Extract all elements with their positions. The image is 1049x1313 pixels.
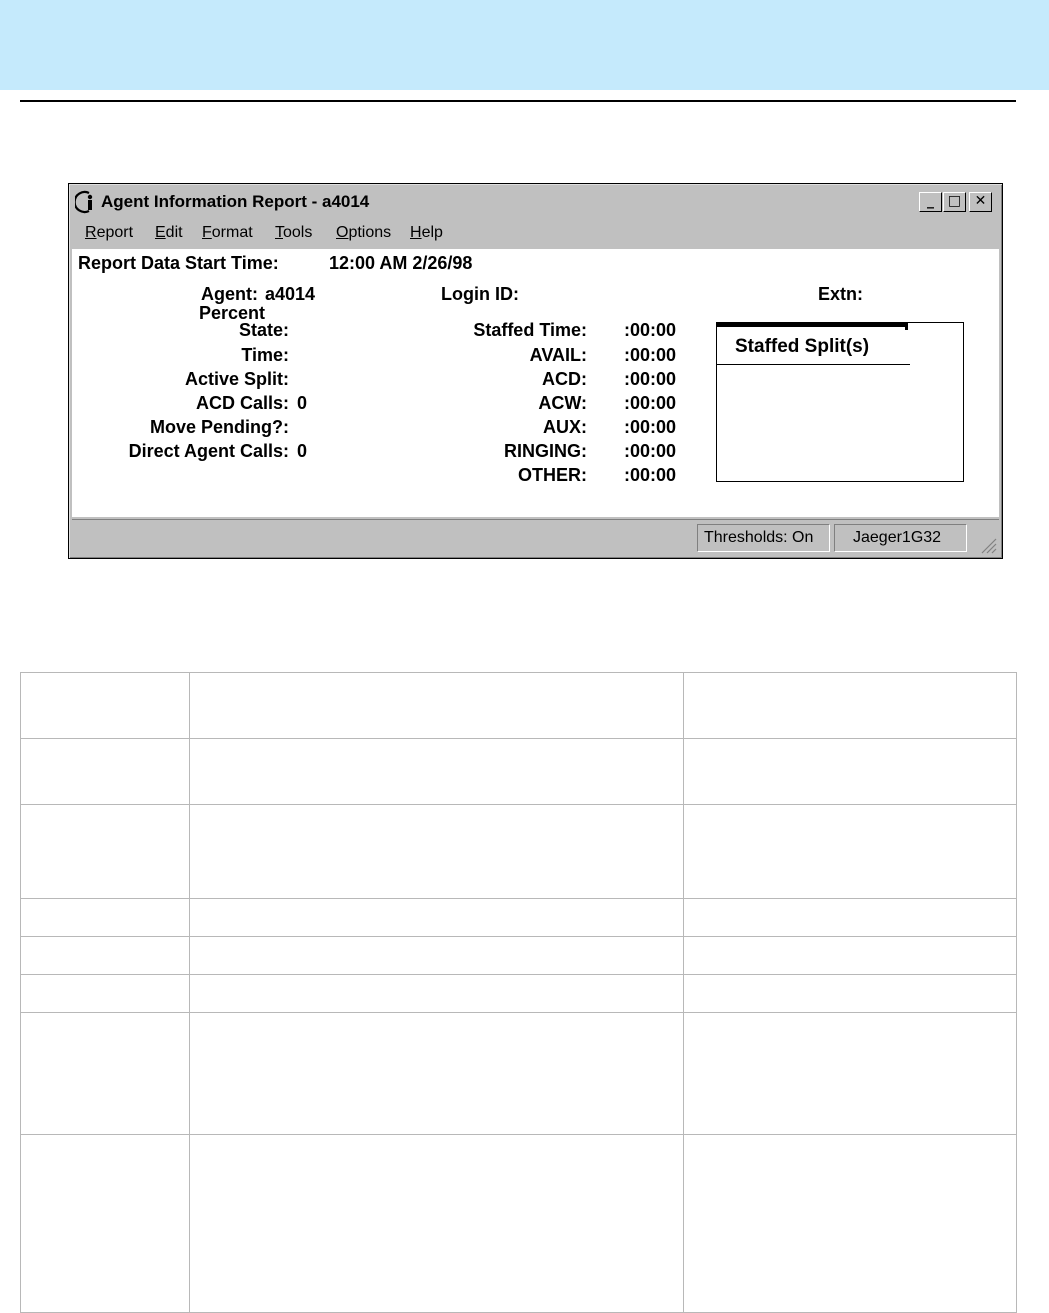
direct-calls-label: Direct Agent Calls:	[128, 441, 289, 461]
description-table	[20, 672, 1017, 1313]
menu-format-rest: ormat	[211, 224, 253, 241]
table-cell	[190, 1013, 684, 1135]
avail-value: :00:00	[624, 345, 677, 365]
menu-options[interactable]	[336, 224, 391, 242]
table-cell	[684, 937, 1017, 975]
status-bar	[72, 519, 999, 556]
list-header-bar	[716, 322, 908, 327]
menu-format-key: F	[202, 224, 212, 241]
table-cell	[684, 899, 1017, 937]
table-cell	[190, 975, 684, 1013]
aux-label: AUX:	[543, 417, 587, 437]
table-cell	[21, 937, 190, 975]
menu-help-rest: elp	[421, 224, 443, 241]
table-cell	[684, 1013, 1017, 1135]
active-split-label: Active Split:	[184, 369, 289, 389]
menu-bar	[72, 219, 999, 247]
login-id-label: Login ID:	[441, 284, 519, 304]
time-label: Time:	[241, 345, 289, 365]
table-cell	[190, 805, 684, 899]
move-pending-label: Move Pending?:	[150, 417, 289, 437]
menu-options-rest: ptions	[348, 224, 392, 241]
ringing-label: RINGING:	[504, 441, 587, 461]
agent-value: a4014	[265, 284, 316, 304]
close-button[interactable]: ✕	[969, 192, 992, 212]
header-band	[0, 0, 1049, 90]
acd-calls-label: ACD Calls:	[195, 393, 289, 413]
title-bar[interactable]	[72, 187, 999, 217]
acd-calls-value: 0	[297, 393, 308, 413]
thresholds-status: Thresholds: On	[697, 524, 830, 552]
table-cell	[190, 739, 684, 805]
acd-label: ACD:	[542, 369, 587, 389]
app-info-icon	[75, 190, 99, 214]
menu-report-rest: eport	[96, 224, 134, 241]
report-window	[68, 183, 1003, 559]
table-cell	[684, 805, 1017, 899]
menu-help[interactable]	[410, 224, 443, 242]
avail-label: AVAIL:	[529, 345, 587, 365]
resize-grip-icon[interactable]	[979, 536, 997, 554]
acw-label: ACW:	[538, 393, 587, 413]
menu-format[interactable]	[202, 224, 253, 242]
table-row	[21, 975, 1017, 1013]
table-cell	[190, 1135, 684, 1313]
start-time-label: Report Data Start Time:	[78, 253, 279, 273]
acw-value: :00:00	[624, 393, 677, 413]
staffed-splits-list[interactable]	[716, 322, 964, 482]
state-label: State:	[238, 320, 289, 340]
ringing-value: :00:00	[624, 441, 677, 461]
staffed-time-value: :00:00	[624, 320, 677, 340]
table-cell	[684, 1135, 1017, 1313]
direct-calls-value: 0	[297, 441, 308, 461]
menu-report[interactable]	[85, 224, 133, 242]
table-row	[21, 1013, 1017, 1135]
menu-report-key: R	[85, 224, 97, 241]
window-title: Agent Information Report - a4014	[101, 192, 370, 211]
table-row	[21, 673, 1017, 739]
table-cell	[21, 1135, 190, 1313]
minimize-button[interactable]: _	[919, 192, 942, 212]
table-row	[21, 805, 1017, 899]
agent-label: Agent:	[201, 284, 258, 304]
start-time-value: 12:00 AM 2/26/98	[329, 253, 473, 273]
table-cell	[21, 673, 190, 739]
extn-label: Extn:	[818, 284, 863, 304]
maximize-button[interactable]: □	[943, 192, 966, 212]
table-cell	[684, 739, 1017, 805]
table-cell	[190, 899, 684, 937]
table-cell	[684, 673, 1017, 739]
staffed-time-label: Staffed Time:	[473, 320, 587, 340]
staffed-splits-header[interactable]: Staffed Split(s)	[735, 336, 870, 357]
table-row	[21, 899, 1017, 937]
table-cell	[21, 899, 190, 937]
other-value: :00:00	[624, 465, 677, 485]
table-row	[21, 1135, 1017, 1313]
table-cell	[21, 805, 190, 899]
header-rule	[20, 100, 1016, 102]
status-message-pane	[72, 524, 692, 552]
other-label: OTHER:	[518, 465, 587, 485]
table-row	[21, 937, 1017, 975]
menu-tools-rest: ools	[283, 224, 313, 241]
table-row	[21, 739, 1017, 805]
menu-options-key: O	[336, 224, 349, 241]
server-status: Jaeger1G32	[834, 524, 967, 552]
menu-tools[interactable]	[275, 224, 312, 242]
list-header-divider	[716, 364, 910, 365]
table-cell	[190, 937, 684, 975]
menu-tools-key: T	[275, 224, 283, 241]
table-cell	[684, 975, 1017, 1013]
aux-value: :00:00	[624, 417, 677, 437]
menu-edit[interactable]	[155, 224, 183, 242]
percent-label: Percent	[199, 303, 266, 323]
table-cell	[21, 975, 190, 1013]
menu-help-key: H	[410, 224, 422, 241]
acd-value: :00:00	[624, 369, 677, 389]
report-area	[72, 249, 999, 517]
list-header-tick	[905, 322, 908, 330]
table-cell	[190, 673, 684, 739]
table-cell	[21, 1013, 190, 1135]
table-cell	[21, 739, 190, 805]
menu-edit-rest: dit	[165, 224, 183, 241]
menu-edit-key: E	[155, 224, 166, 241]
